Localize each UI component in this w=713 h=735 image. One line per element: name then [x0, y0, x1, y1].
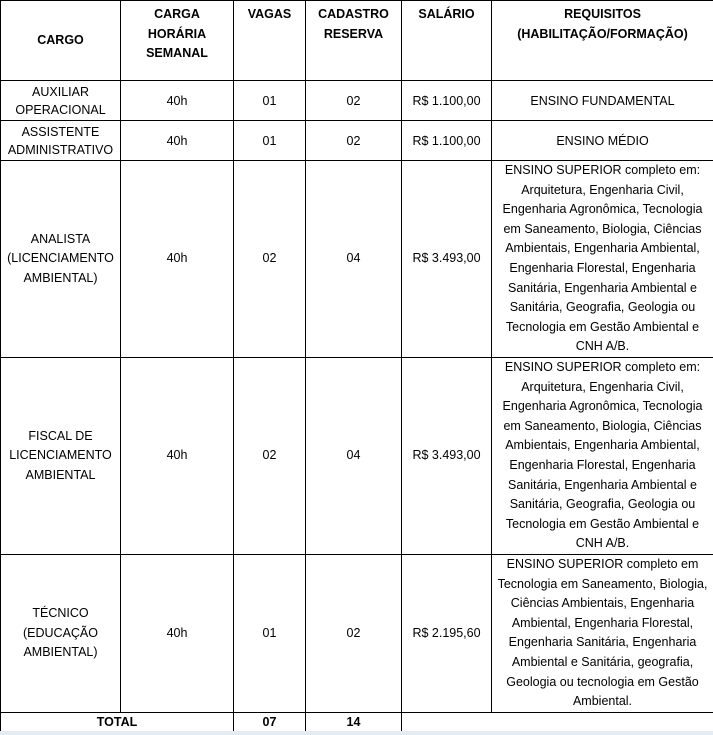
total-row — [1, 712, 713, 732]
header-cargo: CARGO — [1, 1, 121, 81]
cadastro-cell: 04 — [306, 357, 402, 554]
total-empty-cell — [402, 712, 713, 732]
vagas-cell: 02 — [234, 357, 306, 554]
header-vagas: VAGAS — [234, 1, 306, 81]
salario-cell: R$ 1.100,00 — [402, 81, 492, 121]
header-salario: SALÁRIO — [402, 1, 492, 81]
requisitos-cell: ENSINO SUPERIOR completo em: Arquitetura, Engenharia Civil, Engenharia Agronômica, Tecnologia em Saneamento, Biologia, Ciências Ambientais, Engenharia Ambiental, Engenharia Florestal, Engenharia Sanitária, Engenharia Ambiental e Sanitária, Geografia, Geologia ou Tecnologia em Gestão Ambiental e CNH A/B. — [492, 161, 713, 358]
cadastro-cell: 02 — [306, 121, 402, 161]
vagas-cell: 01 — [234, 121, 306, 161]
requisitos-cell: ENSINO SUPERIOR completo em: Arquitetura, Engenharia Civil, Engenharia Agronômica, Tecnologia em Saneamento, Biologia, Ciências Ambientais, Engenharia Ambiental, Engenharia Florestal, Engenharia Sanitária, Engenharia Ambiental e Sanitária, Geografia, Geologia ou Tecnologia em Gestão Ambiental e CNH A/B. — [492, 357, 713, 554]
cadastro-cell: 02 — [306, 554, 402, 712]
total-label: TOTAL — [1, 712, 234, 732]
header-cadastro-reserva: CADASTRO RESERVA — [306, 1, 402, 81]
salario-cell: R$ 1.100,00 — [402, 121, 492, 161]
salario-cell: R$ 3.493,00 — [402, 357, 492, 554]
cadastro-cell: 04 — [306, 161, 402, 358]
total-vagas: 07 — [234, 712, 306, 732]
total-cadastro: 14 — [306, 712, 402, 732]
carga-cell: 40h — [121, 81, 234, 121]
header-row — [1, 1, 713, 81]
cargo-cell: ASSISTENTE ADMINISTRATIVO — [1, 121, 121, 161]
header-carga-horaria: CARGA HORÁRIA SEMANAL — [121, 1, 234, 81]
table-row — [1, 357, 713, 554]
table-row — [1, 161, 713, 358]
cargo-cell: FISCAL DE LICENCIAMENTO AMBIENTAL — [1, 357, 121, 554]
carga-cell: 40h — [121, 357, 234, 554]
cargo-cell: TÉCNICO (EDUCAÇÃO AMBIENTAL) — [1, 554, 121, 712]
vagas-cell: 01 — [234, 554, 306, 712]
carga-cell: 40h — [121, 121, 234, 161]
table-row — [1, 81, 713, 121]
requisitos-cell: ENSINO MÉDIO — [492, 121, 713, 161]
carga-cell: 40h — [121, 554, 234, 712]
table-row — [1, 121, 713, 161]
cargo-cell: ANALISTA (LICENCIAMENTO AMBIENTAL) — [1, 161, 121, 358]
vagas-cell: 01 — [234, 81, 306, 121]
page-edge-strip — [0, 731, 713, 735]
header-requisitos: REQUISITOS (HABILITAÇÃO/FORMAÇÃO) — [492, 1, 713, 81]
cadastro-cell: 02 — [306, 81, 402, 121]
salario-cell: R$ 2.195,60 — [402, 554, 492, 712]
requisitos-cell: ENSINO SUPERIOR completo em Tecnologia em Saneamento, Biologia, Ciências Ambientais, Engenharia Ambiental, Engenharia Florestal, Engenharia Sanitária, Engenharia Ambiental e Sanitária, geografia, Geologia ou tecnologia em Gestão Ambiental. — [492, 554, 713, 712]
cargo-cell: AUXILIAR OPERACIONAL — [1, 81, 121, 121]
salario-cell: R$ 3.493,00 — [402, 161, 492, 358]
table-row — [1, 554, 713, 712]
requisitos-cell: ENSINO FUNDAMENTAL — [492, 81, 713, 121]
carga-cell: 40h — [121, 161, 234, 358]
vagas-cell: 02 — [234, 161, 306, 358]
